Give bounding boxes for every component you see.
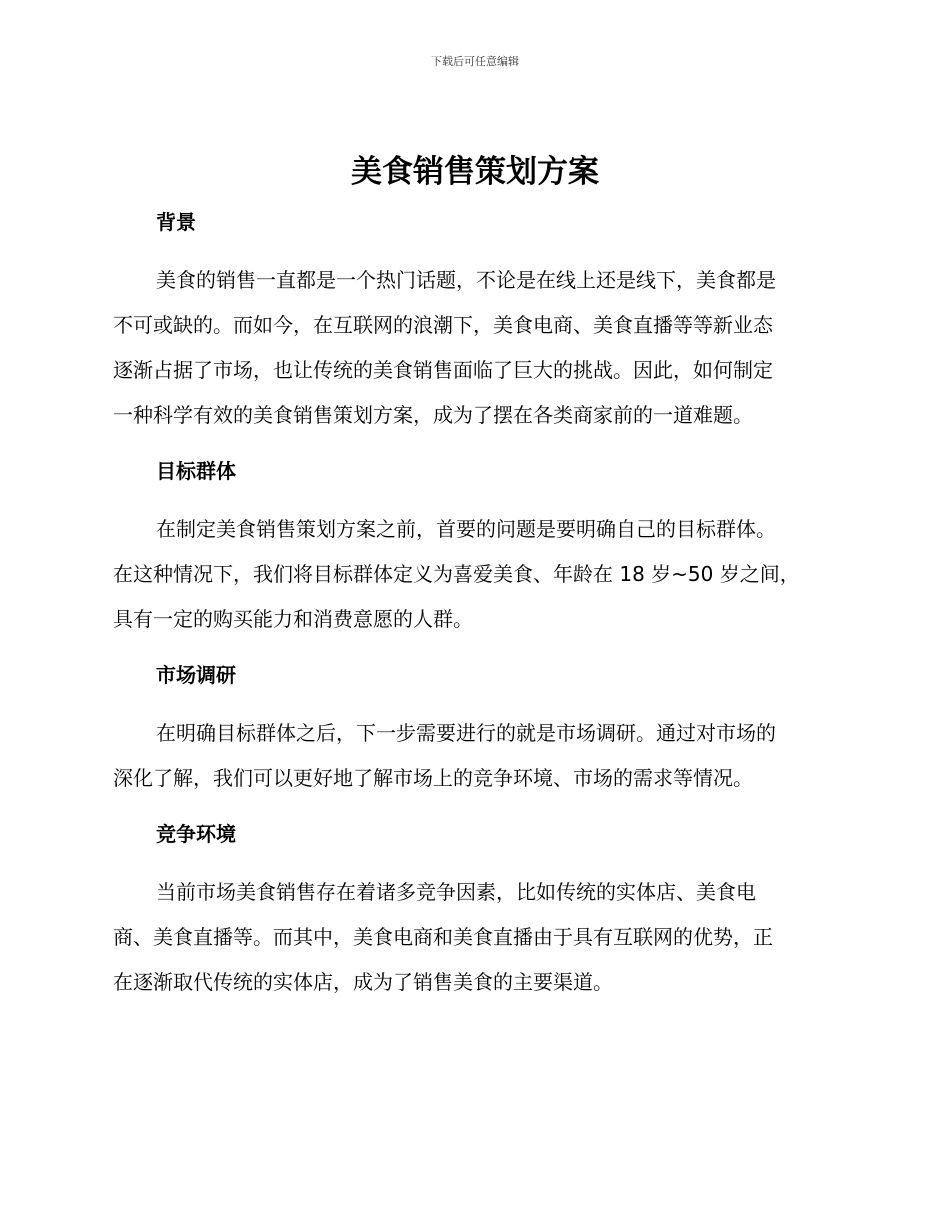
section-market-research	[113, 655, 833, 814]
section-heading: 背景	[156, 210, 196, 234]
document-title: 美食销售策划方案	[351, 154, 599, 190]
section-paragraph: 当前市场美食销售存在着诸多竞争因素，比如传统的实体店、美食电 商、美食直播等。而其中，美食电商和美食直播由于具有互联网的优势，正 在逐渐取代传统的实体店，成为了销售美食的主要渠道。	[113, 880, 773, 994]
section-background	[113, 202, 833, 451]
section-paragraph: 美食的销售一直都是一个热门话题，不论是在线上还是线下，美食都是 不可或缺的。而如今，在互联网的浪潮下，美食电商、美食直播等等新业态 逐渐占据了市场，也让传统的美食销售面临了巨大的挑战。因此，如何制定 一种科学有效的美食销售策划方案，成为了摆在各类商家前的一道难题。	[113, 268, 776, 427]
page-header-note: 下载后可任意编辑	[431, 55, 519, 68]
section-heading: 竞争环境	[156, 822, 236, 846]
section-heading: 市场调研	[156, 663, 236, 687]
section-competition	[113, 814, 833, 1005]
section-paragraph: 在明确目标群体之后，下一步需要进行的就是市场调研。通过对市场的 深化了解，我们可以更好地了解市场上的竞争环境、市场的需求等情况。	[113, 721, 776, 790]
section-target-group	[113, 451, 833, 655]
section-heading: 目标群体	[156, 459, 236, 483]
section-paragraph: 在制定美食销售策划方案之前，首要的问题是要明确自己的目标群体。 在这种情况下，我们将目标群体定义为喜爱美食、年龄在 18 岁~50 岁之间， 具有一定的购买能力和消费意愿的人群。	[113, 517, 800, 631]
document-body	[113, 202, 833, 1005]
